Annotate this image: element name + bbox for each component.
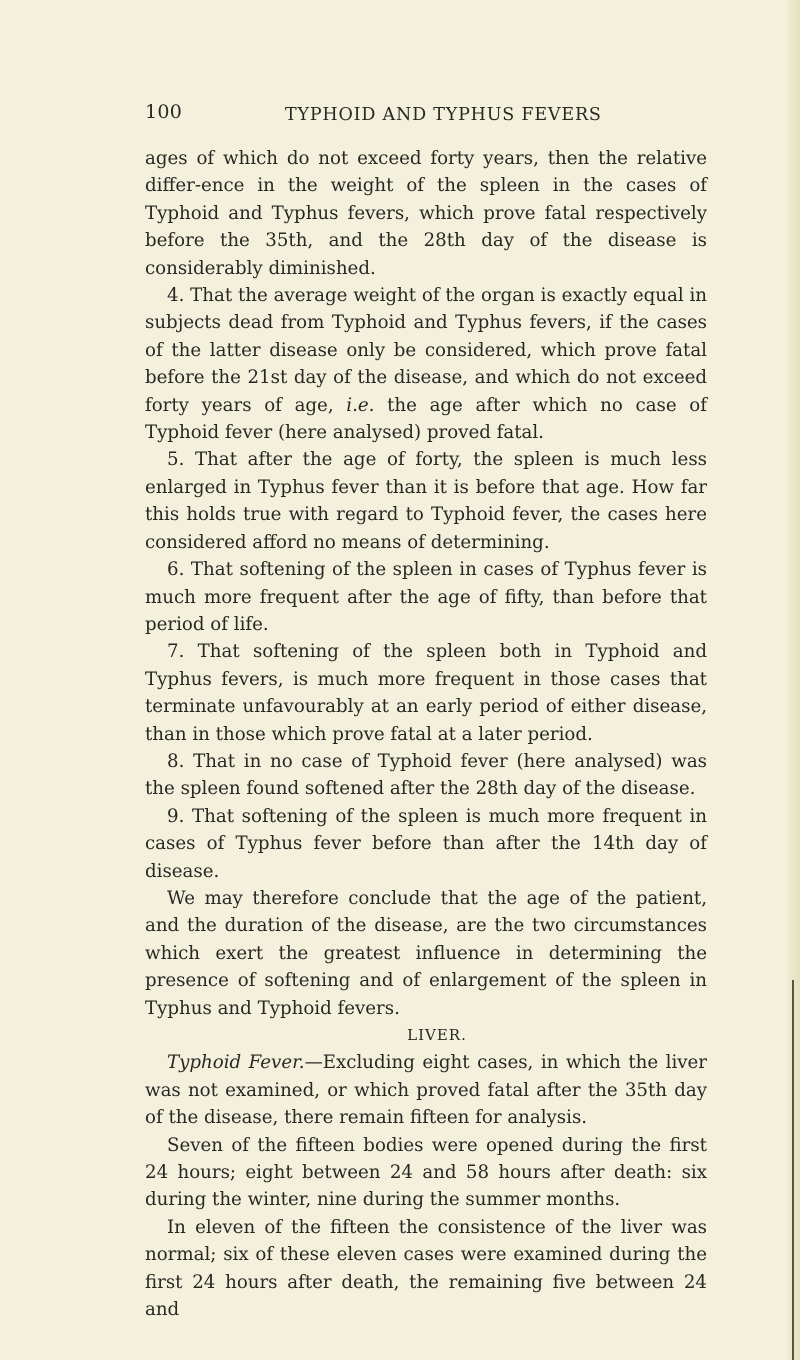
paragraph-bodies-opened: Seven of the fifteen bodies were opened during the first 24 hours; eight between 24 and 58 hours after death: six during the winter, nine during the summer months.	[145, 1134, 707, 1211]
paragraph-continuation: ages of which do not exceed forty years, then the relative differ-ence in the weight of the spleen in the cases of Typhoid and Typhus fevers, which prove fatal respectively before the 35th, and the 28th day of the disease is considerably diminished.	[145, 148, 707, 279]
page-number: 100	[145, 101, 183, 123]
paragraph-liver-consistence: In eleven of the fifteen the consistence of the liver was normal; six of these eleven cases were examined during the first 24 hours after death, the remaining five between 24 and	[145, 1216, 707, 1321]
page-body	[145, 145, 707, 1323]
running-title: TYPHOID AND TYPHUS FEVERS	[285, 105, 602, 125]
paragraph-typhoid-fever	[145, 1049, 707, 1131]
paragraph-typhoid-fever-text: —Excluding eight cases, in which the liver was not examined, or which proved fatal after the 35th day of the disease, there remain fifteen for analysis.	[145, 1052, 707, 1129]
paragraph-point-4-text: 4. That the average weight of the organ is exactly equal in subjects dead from Typhoid and Typhus fevers, if the cases of the latter disease only be considered, which prove fatal before the 21st day of the disease, and which do not exceed forty years of age,	[145, 285, 707, 416]
paragraph-point-8: 8. That in no case of Typhoid fever (here analysed) was the spleen found softened after the 28th day of the disease.	[145, 750, 707, 800]
paragraph-conclusion: We may therefore conclude that the age of the patient, and the duration of the disease, are the two circumstances which exert the greatest influence in determining the presence of softening and of enlargement of the spleen in Typhus and Typhoid fevers.	[145, 887, 707, 1019]
paragraph-point-6: 6. That softening of the spleen in cases of Typhus fever is much more frequent after the age of fifty, than before that period of life.	[145, 559, 707, 635]
paragraph-point-9: 9. That softening of the spleen is much more frequent in cases of Typhus fever before than after the 14th day of disease.	[145, 805, 707, 882]
section-heading-liver: LIVER.	[407, 1026, 467, 1044]
paragraph-point-7: 7. That softening of the spleen both in Typhoid and Typhus fevers, is much more frequent in those cases that terminate unfavourably at an early period of either disease, than in those which prove fatal at a later period.	[145, 641, 707, 745]
abbreviation-ie: i.e.	[346, 394, 375, 416]
paragraph-point-4-tail: the age after which no case of Typhoid fever (here analysed) proved fatal.	[145, 394, 707, 444]
paragraph-point-5: 5. That after the age of forty, the spleen is much less enlarged in Typhus fever than it is before that age. How far this holds true with regard to Typhoid fever, the cases here considered afford no means of determining.	[145, 449, 707, 553]
page-edge-line	[792, 980, 794, 1360]
run-in-heading: Typhoid Fever.	[167, 1052, 305, 1074]
paragraph-point-4	[145, 282, 707, 446]
